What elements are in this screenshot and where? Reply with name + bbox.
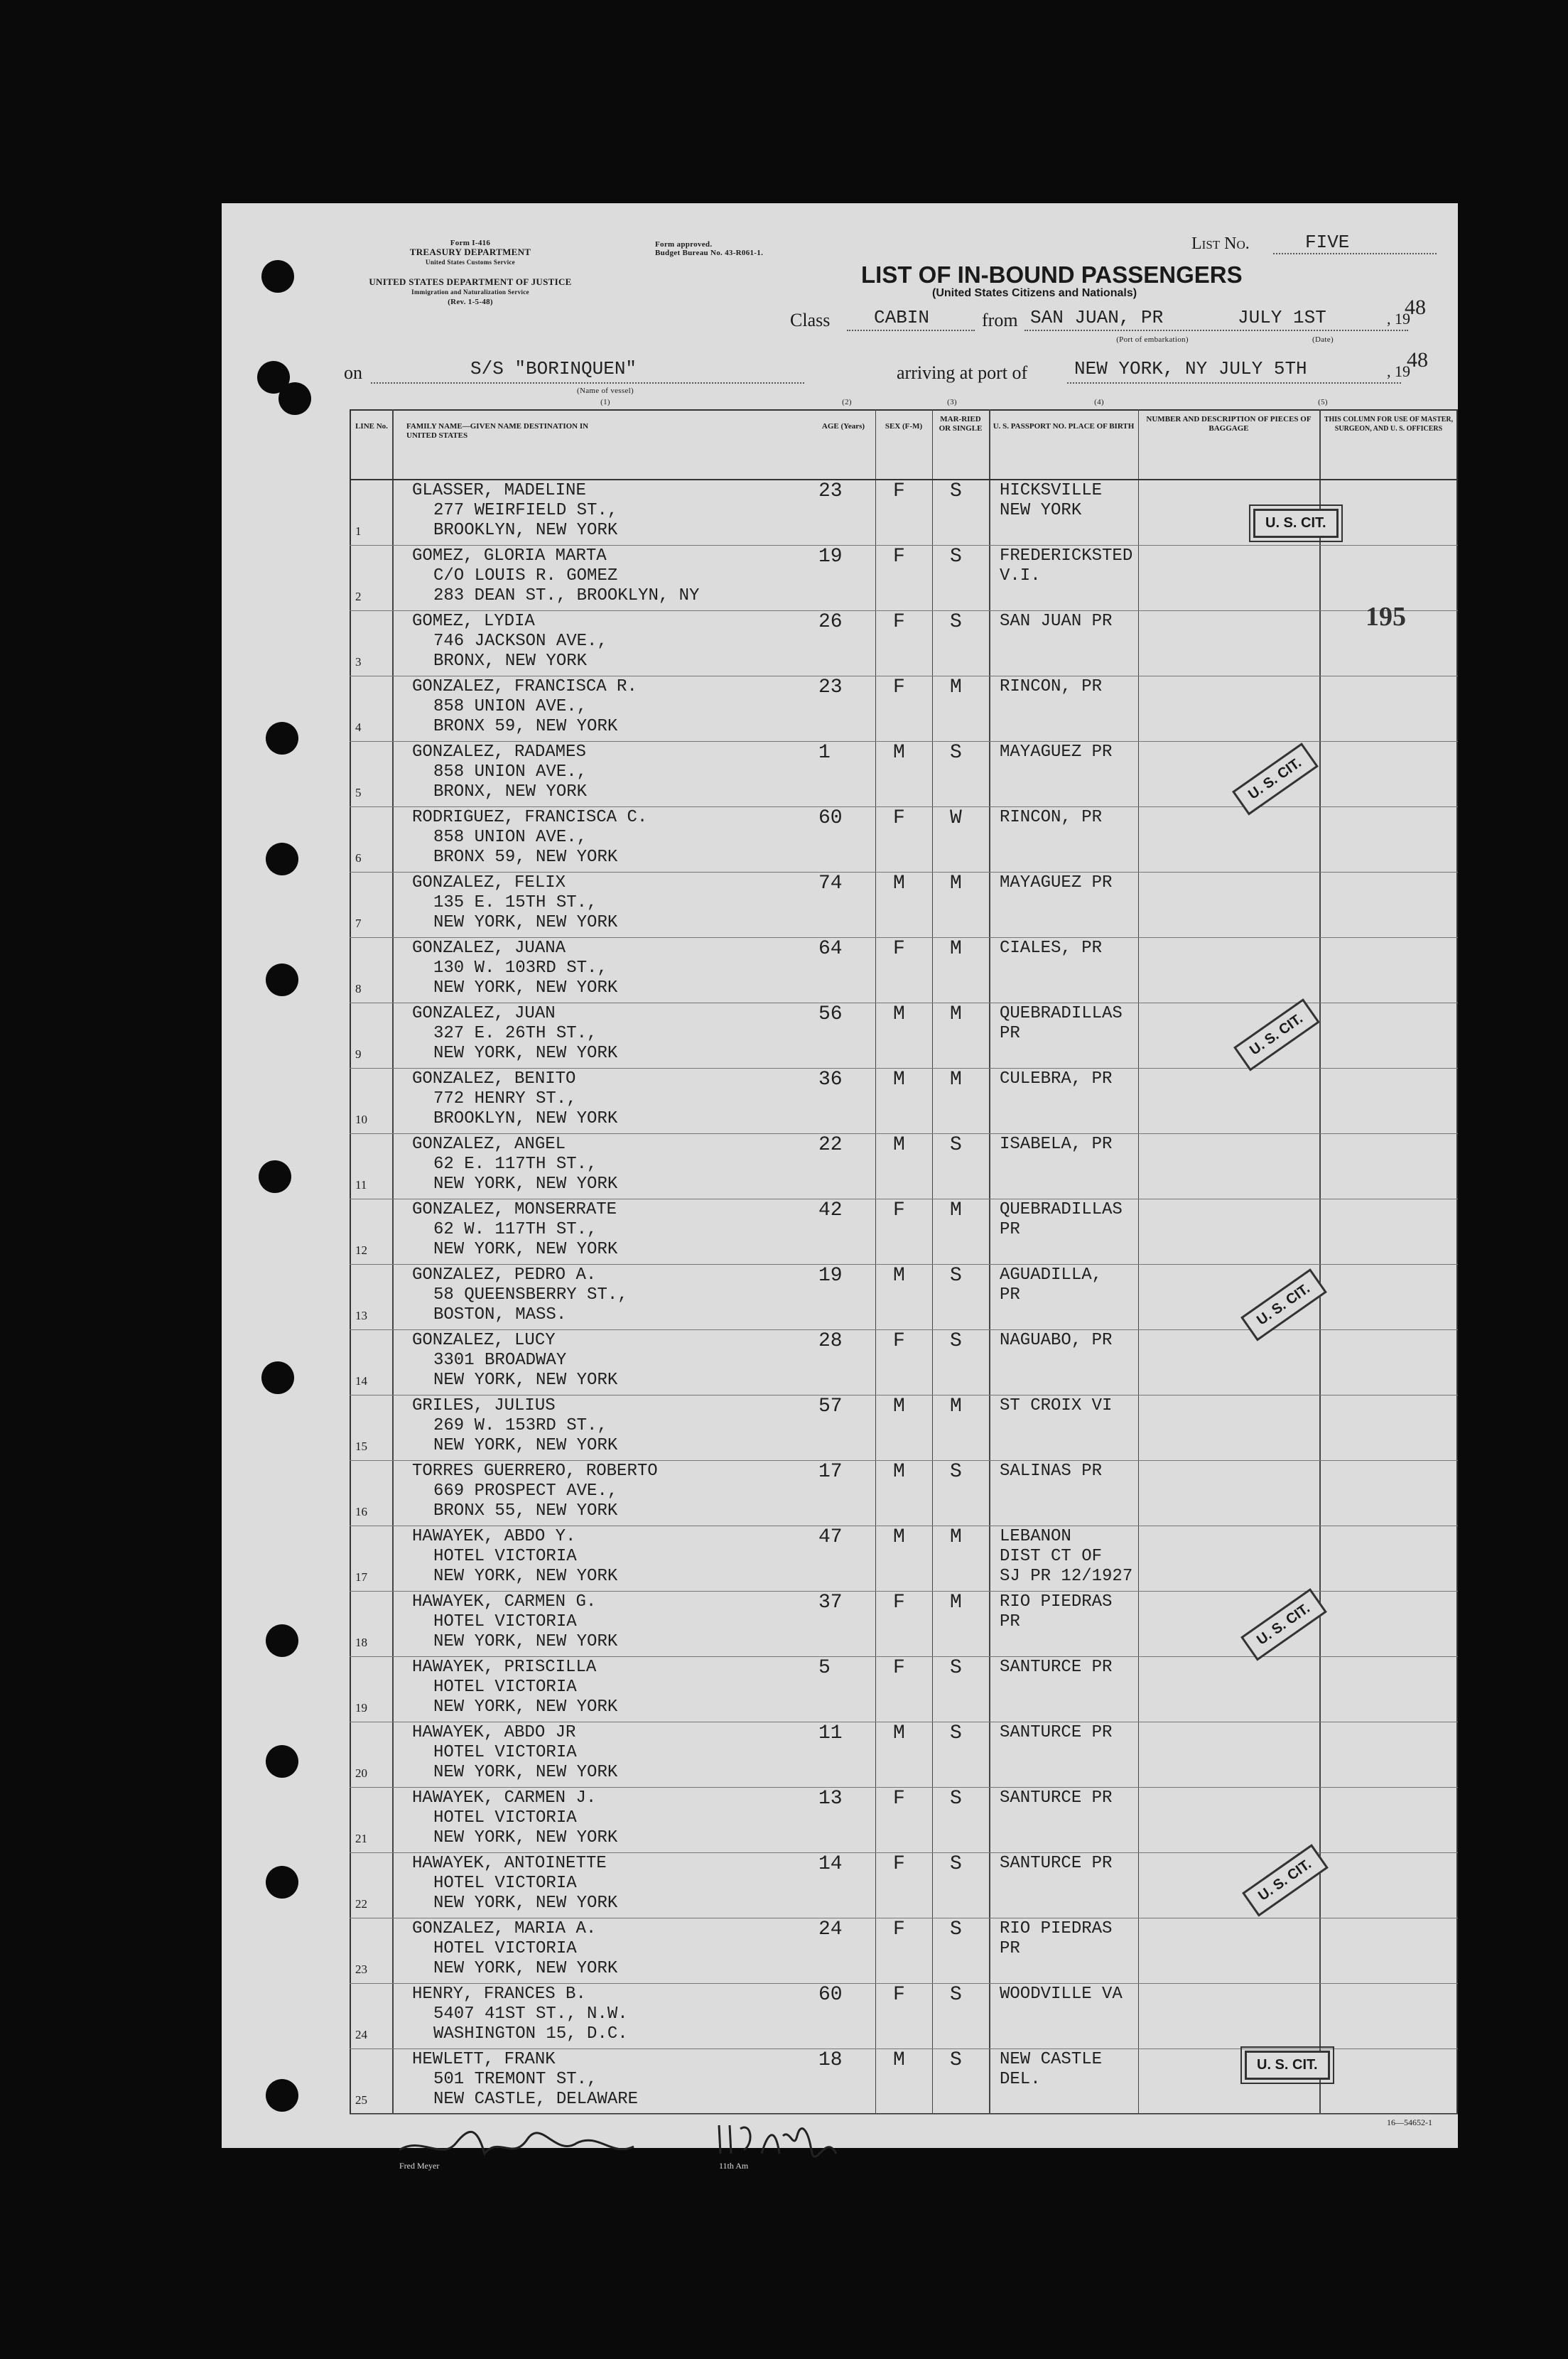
address-line: HOTEL VICTORIA (433, 1612, 577, 1631)
line-number: 3 (355, 655, 362, 669)
address-line: 669 PROSPECT AVE., (433, 1481, 618, 1501)
passenger-sex: F (893, 1788, 905, 1810)
line-number: 8 (355, 982, 362, 995)
passenger-sex: M (893, 1003, 905, 1025)
port-embarkation-label: (Port of embarkation) (1116, 335, 1189, 344)
address-line: 277 WEIRFIELD ST., (433, 501, 618, 520)
address-city: NEW YORK, NEW YORK (433, 1567, 618, 1586)
passenger-sex: F (893, 676, 905, 698)
passenger-sex: M (893, 1526, 905, 1548)
place-of-birth: ISABELA, PR (1000, 1135, 1113, 1154)
passenger-name: GONZALEZ, ANGEL (412, 1135, 566, 1154)
passenger-age: 17 (818, 1461, 843, 1483)
passenger-sex: F (893, 1984, 905, 2006)
line-number: 15 (355, 1440, 367, 1453)
passenger-age: 64 (818, 938, 843, 960)
on-label: on (344, 362, 362, 383)
departure-date: JULY 1ST (1238, 307, 1326, 328)
marital-status: M (950, 873, 962, 895)
address-line: 5407 41ST ST., N.W. (433, 2004, 628, 2024)
passenger-age: 60 (818, 807, 843, 829)
punch-hole (266, 963, 298, 996)
marital-status: S (950, 742, 962, 764)
address-line: 269 W. 153RD ST., (433, 1416, 607, 1435)
address-line: HOTEL VICTORIA (433, 1743, 577, 1762)
col-officers: THIS COLUMN FOR USE OF MASTER, SURGEON, AND U. S. OFFICERS (1324, 416, 1454, 433)
marital-status: S (950, 1330, 962, 1352)
address-line: HOTEL VICTORIA (433, 1808, 577, 1828)
passenger-age: 42 (818, 1199, 843, 1221)
passenger-name: HAWAYEK, ABDO JR (412, 1723, 576, 1742)
table-row (350, 1788, 1458, 1853)
year-1: 48 (1405, 296, 1426, 319)
marital-status: S (950, 2049, 962, 2071)
passenger-name: HAWAYEK, PRISCILLA (412, 1658, 597, 1677)
passenger-sex: F (893, 1199, 905, 1221)
passenger-name: GONZALEZ, RADAMES (412, 743, 586, 762)
place-of-birth: AGUADILLA, (1000, 1265, 1103, 1285)
passenger-sex: F (893, 807, 905, 829)
marital-status: S (950, 1984, 962, 2006)
line-number: 9 (355, 1047, 362, 1061)
passenger-name: GOMEZ, LYDIA (412, 612, 535, 631)
address-line: HOTEL VICTORIA (433, 1678, 577, 1697)
address-city: BROOKLYN, NEW YORK (433, 521, 618, 540)
col-num-2: (2) (842, 398, 852, 406)
arriving-label: arriving at port of (897, 362, 1028, 383)
passenger-age: 36 (818, 1069, 843, 1091)
passenger-name: GONZALEZ, PEDRO A. (412, 1265, 597, 1285)
arrival-port: NEW YORK, NY JULY 5TH (1074, 358, 1307, 379)
date-label: (Date) (1312, 335, 1334, 344)
address-city: NEW YORK, NEW YORK (433, 978, 618, 998)
budget-bureau: Budget Bureau No. 43-R061-1. (655, 249, 764, 257)
place-of-birth: SAN JUAN PR (1000, 612, 1113, 631)
place-of-birth-2: DIST CT OF (1000, 1547, 1103, 1566)
address-line: 772 HENRY ST., (433, 1089, 577, 1108)
address-city: NEW YORK, NEW YORK (433, 1697, 618, 1717)
passenger-name: HAWAYEK, ANTOINETTE (412, 1854, 607, 1873)
passenger-name: GONZALEZ, FRANCISCA R. (412, 677, 637, 696)
place-of-birth: SALINAS PR (1000, 1462, 1103, 1481)
marital-status: M (950, 676, 962, 698)
col-age: AGE (Years) (821, 422, 865, 431)
passenger-sex: F (893, 938, 905, 960)
passenger-sex: M (893, 742, 905, 764)
address-city: BROOKLYN, NEW YORK (433, 1109, 618, 1128)
passenger-sex: F (893, 611, 905, 633)
address-city: NEW CASTLE, DELAWARE (433, 2090, 639, 2109)
line-number: 24 (355, 2028, 367, 2041)
passenger-age: 18 (818, 2049, 843, 2071)
year-2: 48 (1407, 348, 1428, 372)
punch-hole (266, 1866, 298, 1899)
passenger-name: GOMEZ, GLORIA MARTA (412, 546, 607, 566)
col-line-no: LINE No. (355, 422, 388, 431)
from-line (1024, 330, 1408, 331)
place-of-birth: RINCON, PR (1000, 808, 1103, 827)
us-citizen-stamp: U. S. CIT. (1240, 1268, 1326, 1341)
line-number: 1 (355, 524, 362, 538)
class-label: Class (790, 310, 831, 330)
line-number: 7 (355, 917, 362, 930)
passenger-name: HAWAYEK, CARMEN G. (412, 1592, 597, 1612)
place-of-birth: FREDERICKSTED (1000, 546, 1133, 566)
passenger-age: 28 (818, 1330, 843, 1352)
arrival-line (1067, 382, 1401, 384)
col-name: FAMILY NAME—GIVEN NAME DESTINATION IN UNITED STATES (406, 422, 589, 440)
address-city: NEW YORK, NEW YORK (433, 1371, 618, 1390)
table-row (350, 1722, 1458, 1788)
address-line: 130 W. 103RD ST., (433, 959, 607, 978)
place-of-birth-2: PR (1000, 1612, 1020, 1631)
line-number: 22 (355, 1897, 367, 1911)
passenger-sex: F (893, 480, 905, 502)
address-city: BRONX 59, NEW YORK (433, 717, 618, 736)
address-line: 327 E. 26TH ST., (433, 1024, 598, 1043)
address-line: C/O LOUIS R. GOMEZ (433, 566, 618, 585)
vessel-label: (Name of vessel) (577, 387, 634, 395)
place-of-birth: SANTURCE PR (1000, 1658, 1113, 1677)
punch-hole (279, 382, 311, 415)
table-row (350, 1069, 1458, 1134)
vessel-name: S/S "BORINQUEN" (470, 358, 637, 379)
passenger-name: GONZALEZ, LUCY (412, 1331, 556, 1350)
form-number: Form I-416 (450, 239, 491, 247)
address-line: 3301 BROADWAY (433, 1351, 567, 1370)
address-city: BRONX 59, NEW YORK (433, 848, 618, 867)
place-of-birth: QUEBRADILLAS (1000, 1200, 1123, 1219)
passenger-sex: F (893, 1592, 905, 1614)
place-of-birth: SANTURCE PR (1000, 1723, 1113, 1742)
passenger-age: 14 (818, 1853, 843, 1875)
passenger-age: 23 (818, 676, 843, 698)
passenger-age: 24 (818, 1918, 843, 1940)
line-number: 20 (355, 1766, 367, 1780)
us-citizen-stamp: U. S. CIT. (1245, 2051, 1330, 2080)
passenger-sex: F (893, 1330, 905, 1352)
table-row (350, 873, 1458, 938)
address-city: NEW YORK, NEW YORK (433, 1632, 618, 1651)
marital-status: S (950, 1918, 962, 1940)
address-line: 746 JACKSON AVE., (433, 632, 607, 651)
place-of-birth-2: PR (1000, 1285, 1020, 1305)
passenger-age: 74 (818, 873, 843, 895)
passenger-sex: M (893, 1134, 905, 1156)
punch-hole (259, 1160, 291, 1193)
table-row (350, 1330, 1458, 1396)
place-of-birth: RINCON, PR (1000, 677, 1103, 696)
col-passport: U. S. PASSPORT NO. PLACE OF BIRTH (993, 422, 1135, 431)
passenger-age: 19 (818, 1265, 843, 1287)
customs-service: United States Customs Service (426, 259, 515, 266)
place-of-birth: ST CROIX VI (1000, 1396, 1113, 1415)
signature-note (712, 2115, 854, 2164)
place-of-birth: RIO PIEDRAS (1000, 1592, 1113, 1612)
col-baggage: NUMBER AND DESCRIPTION OF PIECES OF BAGGAGE (1146, 415, 1312, 433)
marital-status: M (950, 1396, 962, 1418)
place-of-birth-2: DEL. (1000, 2070, 1041, 2089)
us-citizen-stamp: U. S. CIT. (1232, 743, 1318, 815)
address-line: 58 QUEENSBERRY ST., (433, 1285, 628, 1305)
line-number: 17 (355, 1570, 367, 1584)
line-number: 11 (355, 1178, 367, 1192)
passenger-sex: M (893, 2049, 905, 2071)
marital-status: M (950, 1592, 962, 1614)
passenger-age: 26 (818, 611, 843, 633)
place-of-birth-2: PR (1000, 1939, 1020, 1958)
line-number: 14 (355, 1374, 367, 1388)
passenger-age: 57 (818, 1396, 843, 1418)
justice-dept: UNITED STATES DEPARTMENT OF JUSTICE (369, 276, 572, 287)
table-row (350, 1918, 1458, 1984)
place-of-birth: MAYAGUEZ PR (1000, 873, 1113, 892)
place-of-birth: QUEBRADILLAS (1000, 1004, 1123, 1023)
passenger-age: 23 (818, 480, 843, 502)
from-label: from (982, 310, 1018, 330)
punch-hole (266, 1745, 298, 1778)
vessel-line (371, 382, 804, 384)
passenger-name: GONZALEZ, MARIA A. (412, 1919, 597, 1938)
line-number: 10 (355, 1113, 367, 1126)
line-number: 4 (355, 720, 362, 734)
list-no-value: FIVE (1305, 232, 1350, 253)
row-rule (350, 2114, 1458, 2115)
address-city: NEW YORK, NEW YORK (433, 1894, 618, 1913)
passenger-sex: M (893, 1069, 905, 1091)
treasury-dept: TREASURY DEPARTMENT (409, 247, 531, 257)
port-embarkation: SAN JUAN, PR (1030, 307, 1164, 328)
passenger-name: GLASSER, MADELINE (412, 481, 586, 500)
manifest-sheet (222, 203, 1458, 2171)
passenger-sex: M (893, 1396, 905, 1418)
ins-service: Immigration and Naturalization Service (411, 288, 529, 296)
marital-status: M (950, 1069, 962, 1091)
table-row (350, 1657, 1458, 1722)
address-city: 283 DEAN ST., BROOKLYN, NY (433, 586, 700, 605)
table-row (350, 1199, 1458, 1265)
passenger-name: HEWLETT, FRANK (412, 2050, 556, 2069)
class-value: CABIN (874, 307, 930, 328)
passenger-age: 1 (818, 742, 831, 764)
margin-number: 195 (1366, 602, 1406, 632)
line-number: 23 (355, 1963, 367, 1976)
document-title: LIST OF IN-BOUND PASSENGERS (861, 261, 1243, 288)
passenger-age: 22 (818, 1134, 843, 1156)
passenger-name: HENRY, FRANCES B. (412, 1985, 586, 2004)
address-city: NEW YORK, NEW YORK (433, 1044, 618, 1063)
passenger-sex: M (893, 873, 905, 895)
place-of-birth-2: PR (1000, 1220, 1020, 1239)
marital-status: S (950, 480, 962, 502)
address-city: NEW YORK, NEW YORK (433, 1240, 618, 1259)
table-row (350, 1396, 1458, 1461)
place-of-birth: MAYAGUEZ PR (1000, 743, 1113, 762)
col-num-3: (3) (947, 398, 957, 406)
address-line: 135 E. 15TH ST., (433, 893, 598, 912)
address-line: 858 UNION AVE., (433, 828, 588, 847)
place-of-birth: WOODVILLE VA (1000, 1985, 1123, 2004)
marital-status: S (950, 1134, 962, 1156)
address-line: 62 E. 117TH ST., (433, 1155, 598, 1174)
punch-hole (261, 1361, 294, 1394)
address-line: 501 TREMONT ST., (433, 2070, 598, 2089)
line-number: 21 (355, 1832, 367, 1845)
address-line: 858 UNION AVE., (433, 762, 588, 782)
place-of-birth: CIALES, PR (1000, 939, 1103, 958)
address-city: NEW YORK, NEW YORK (433, 1828, 618, 1847)
marital-status: S (950, 1461, 962, 1483)
passenger-sex: M (893, 1265, 905, 1287)
passenger-name: HAWAYEK, CARMEN J. (412, 1788, 597, 1808)
passenger-age: 19 (818, 546, 843, 568)
col-num-4: (4) (1094, 398, 1104, 406)
line-number: 12 (355, 1243, 367, 1257)
marital-status: W (950, 807, 962, 829)
passenger-age: 47 (818, 1526, 843, 1548)
address-line: HOTEL VICTORIA (433, 1874, 577, 1893)
passenger-name: GONZALEZ, JUAN (412, 1004, 556, 1023)
place-of-birth-2: V.I. (1000, 566, 1041, 585)
passenger-sex: F (893, 1853, 905, 1875)
line-number: 25 (355, 2093, 367, 2107)
passenger-sex: M (893, 1722, 905, 1744)
table-row (350, 1526, 1458, 1592)
marital-status: M (950, 1199, 962, 1221)
punch-hole (261, 260, 294, 293)
address-line: 858 UNION AVE., (433, 697, 588, 716)
passenger-sex: F (893, 1657, 905, 1679)
address-city: BRONX, NEW YORK (433, 782, 588, 801)
address-city: NEW YORK, NEW YORK (433, 1959, 618, 1978)
address-city: NEW YORK, NEW YORK (433, 1436, 618, 1455)
signature-text: Fred Meyer (399, 2161, 440, 2171)
line-number: 5 (355, 786, 362, 799)
col-num-5: (5) (1318, 398, 1328, 406)
marital-status: M (950, 938, 962, 960)
place-of-birth-2: NEW YORK (1000, 501, 1082, 520)
table-row (350, 546, 1458, 611)
list-no-line (1273, 253, 1437, 254)
place-of-birth: LEBANON (1000, 1527, 1071, 1546)
table-row (350, 938, 1458, 1003)
passenger-age: 11 (818, 1722, 843, 1744)
table-row (350, 611, 1458, 676)
passenger-age: 60 (818, 1984, 843, 2006)
place-of-birth-3: SJ PR 12/1927 (1000, 1567, 1133, 1586)
passenger-age: 5 (818, 1657, 831, 1679)
punch-hole (266, 722, 298, 755)
place-of-birth: CULEBRA, PR (1000, 1069, 1113, 1089)
punch-hole (266, 2079, 298, 2112)
year-prefix-2: , 19 (1387, 362, 1410, 380)
form-code: 16—54652-1 (1387, 2117, 1432, 2127)
line-number: 18 (355, 1636, 367, 1649)
revision: (Rev. 1-5-48) (448, 298, 493, 306)
passenger-name: GONZALEZ, FELIX (412, 873, 566, 892)
marital-status: M (950, 1526, 962, 1548)
year-prefix: , 19 (1387, 310, 1410, 328)
passenger-age: 37 (818, 1592, 843, 1614)
table-row (350, 1984, 1458, 2049)
marital-status: S (950, 1788, 962, 1810)
passenger-name: GRILES, JULIUS (412, 1396, 556, 1415)
table-row (350, 676, 1458, 742)
table-row (350, 807, 1458, 873)
marital-status: S (950, 546, 962, 568)
passenger-name: RODRIGUEZ, FRANCISCA C. (412, 808, 648, 827)
place-of-birth-2: PR (1000, 1024, 1020, 1043)
passenger-age: 13 (818, 1788, 843, 1810)
marital-status: S (950, 1853, 962, 1875)
col-num-1: (1) (600, 398, 610, 406)
place-of-birth: RIO PIEDRAS (1000, 1919, 1113, 1938)
list-no-label: List No. (1191, 234, 1250, 253)
line-number: 19 (355, 1701, 367, 1715)
col-married: MAR-RIED OR SINGLE (939, 415, 983, 433)
signature-note-text: 11th Am (719, 2161, 749, 2171)
line-number: 6 (355, 851, 362, 865)
marital-status: S (950, 1722, 962, 1744)
class-line (847, 330, 975, 331)
us-citizen-stamp: U. S. CIT. (1253, 509, 1339, 538)
us-citizen-stamp: U. S. CIT. (1242, 1844, 1328, 1916)
table-row (350, 1461, 1458, 1526)
address-line: 62 W. 117TH ST., (433, 1220, 598, 1239)
col-sex: SEX (F-M) (885, 422, 923, 431)
table-row (350, 1134, 1458, 1199)
place-of-birth: NAGUABO, PR (1000, 1331, 1113, 1350)
punch-hole (266, 843, 298, 875)
address-city: NEW YORK, NEW YORK (433, 913, 618, 932)
passenger-age: 56 (818, 1003, 843, 1025)
passenger-name: GONZALEZ, MONSERRATE (412, 1200, 617, 1219)
address-city: NEW YORK, NEW YORK (433, 1763, 618, 1782)
passenger-sex: M (893, 1461, 905, 1483)
line-number: 13 (355, 1309, 367, 1322)
document-subtitle: (United States Citizens and Nationals) (932, 287, 1137, 299)
marital-status: S (950, 611, 962, 633)
place-of-birth: SANTURCE PR (1000, 1854, 1113, 1873)
passenger-name: GONZALEZ, JUANA (412, 939, 566, 958)
passenger-name: TORRES GUERRERO, ROBERTO (412, 1462, 658, 1481)
address-line: HOTEL VICTORIA (433, 1939, 577, 1958)
address-city: BRONX, NEW YORK (433, 652, 588, 671)
passenger-sex: F (893, 546, 905, 568)
form-approved: Form approved. (655, 240, 713, 249)
address-city: NEW YORK, NEW YORK (433, 1175, 618, 1194)
address-city: WASHINGTON 15, D.C. (433, 2024, 628, 2044)
address-city: BOSTON, MASS. (433, 1305, 567, 1324)
punch-hole (266, 1624, 298, 1657)
passenger-sex: F (893, 1918, 905, 1940)
marital-status: S (950, 1657, 962, 1679)
line-number: 16 (355, 1505, 367, 1518)
address-line: HOTEL VICTORIA (433, 1547, 577, 1566)
us-citizen-stamp: U. S. CIT. (1233, 998, 1319, 1071)
place-of-birth: SANTURCE PR (1000, 1788, 1113, 1808)
passenger-name: GONZALEZ, BENITO (412, 1069, 576, 1089)
place-of-birth: NEW CASTLE (1000, 2050, 1103, 2069)
passenger-name: HAWAYEK, ABDO Y. (412, 1527, 576, 1546)
marital-status: S (950, 1265, 962, 1287)
address-city: BRONX 55, NEW YORK (433, 1501, 618, 1521)
us-citizen-stamp: U. S. CIT. (1240, 1588, 1326, 1661)
line-number: 2 (355, 590, 362, 603)
place-of-birth: HICKSVILLE (1000, 481, 1103, 500)
marital-status: M (950, 1003, 962, 1025)
